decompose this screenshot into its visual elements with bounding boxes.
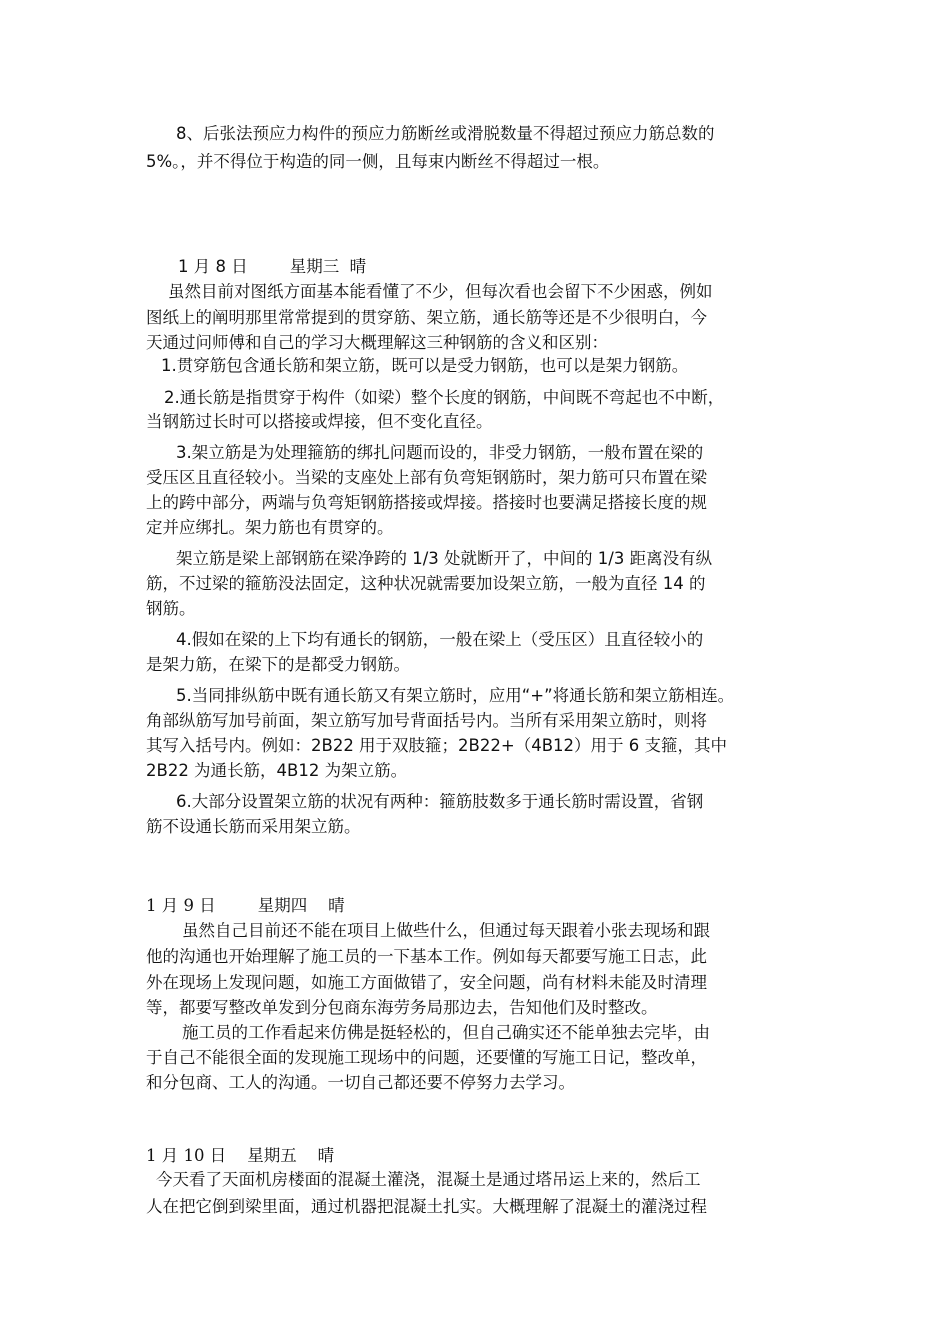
entry-heading-jan9: 1 月 9 日 星期四 晴 bbox=[146, 896, 345, 915]
item6-line-1: 6.大部分设置架立筋的状况有两种：箍筋肢数多于通长筋时需设置，省钢 bbox=[176, 792, 704, 811]
paragraph-item8-line-1: 8、后张法预应力构件的预应力筋断丝或滑脱数量不得超过预应力筋总数的 bbox=[176, 124, 715, 143]
entry-heading-jan10: 1 月 10 日 星期五 晴 bbox=[146, 1146, 335, 1165]
item6-line-2: 筋不设通长筋而采用架立筋。 bbox=[146, 817, 361, 836]
item4-line-1: 4.假如在梁的上下均有通长的钢筋，一般在梁上（受压区）且直径较小的 bbox=[176, 630, 704, 649]
item5-line-2: 角部纵筋写加号前面，架立筋写加号背面括号内。当所有采用架立筋时，则将 bbox=[146, 711, 707, 730]
item2-line-2: 当钢筋过长时可以搭接或焊接，但不变化直径。 bbox=[146, 412, 493, 431]
entry-heading-jan8: 1 月 8 日 星期三 晴 bbox=[178, 257, 367, 276]
jan9-para2-line-3: 和分包商、工人的沟通。一切自己都还要不停努力去学习。 bbox=[146, 1073, 575, 1092]
item5-line-4: 2B22 为通长筋，4B12 为架立筋。 bbox=[146, 761, 408, 780]
item3-line-1: 3.架立筋是为处理箍筋的绑扎问题而设的，非受力钢筋，一般布置在梁的 bbox=[176, 443, 704, 462]
jan9-para1-line-3: 外在现场上发现问题，如施工方面做错了，安全问题，尚有材料未能及时清理 bbox=[146, 973, 707, 992]
item3b-line-3: 钢筋。 bbox=[146, 599, 196, 618]
item3b-line-2: 筋，不过梁的箍筋没法固定，这种状况就需要加设架立筋，一般为直径 14 的 bbox=[146, 574, 706, 593]
jan9-para2-line-1: 施工员的工作看起来仿佛是挺轻松的，但自己确实还不能单独去完毕，由 bbox=[182, 1023, 710, 1042]
jan9-para2-line-2: 于自己不能很全面的发现施工现场中的问题，还要懂的写施工日记，整改单， bbox=[146, 1048, 707, 1067]
intro-line-2: 图纸上的阐明那里常常提到的贯穿筋、架立筋，通长筋等还是不少很明白，今 bbox=[146, 308, 707, 327]
paragraph-item8-line-2: 5%。，并不得位于构造的同一侧，且每束内断丝不得超过一根。 bbox=[146, 152, 610, 171]
jan10-para1-line-1: 今天看了天面机房楼面的混凝土灌浇，混凝土是通过塔吊运上来的，然后工 bbox=[156, 1170, 701, 1189]
intro-line-3: 天通过问师傅和自己的学习大概理解这三种钢筋的含义和区别： bbox=[146, 333, 608, 352]
jan9-para1-line-4: 等，都要写整改单发到分包商东海劳务局那边去，告知他们及时整改。 bbox=[146, 998, 658, 1017]
item5-line-1: 5.当同排纵筋中既有通长筋又有架立筋时，应用“+”将通长筋和架立筋相连。 bbox=[176, 686, 735, 705]
item3-line-4: 定并应绑扎。架力筋也有贯穿的。 bbox=[146, 518, 394, 537]
item2-line-1: 2.通长筋是指贯穿于构件（如梁）整个长度的钢筋，中间既不弯起也不中断， bbox=[164, 388, 725, 407]
item3b-line-1: 架立筋是梁上部钢筋在梁净跨的 1/3 处就断开了，中间的 1/3 距离没有纵 bbox=[176, 549, 713, 568]
intro-line-1: 虽然目前对图纸方面基本能看懂了不少，但每次看也会留下不少困惑，例如 bbox=[168, 282, 713, 301]
item3-line-2: 受压区且直径较小。当梁的支座处上部有负弯矩钢筋时，架力筋可只布置在梁 bbox=[146, 468, 707, 487]
item3-line-3: 上的跨中部分，两端与负弯矩钢筋搭接或焊接。搭接时也要满足搭接长度的规 bbox=[146, 493, 707, 512]
jan9-para1-line-1: 虽然自己目前还不能在项目上做些什么，但通过每天跟着小张去现场和跟 bbox=[182, 921, 710, 940]
jan9-para1-line-2: 他的沟通也开始理解了施工员的一下基本工作。例如每天都要写施工日志，此 bbox=[146, 947, 707, 966]
jan10-para1-line-2: 人在把它倒到梁里面，通过机器把混凝土扎实。大概理解了混凝土的灌浇过程 bbox=[146, 1197, 707, 1216]
item4-line-2: 是架力筋，在梁下的是都受力钢筋。 bbox=[146, 655, 410, 674]
item1-line-1: 1.贯穿筋包含通长筋和架立筋，既可以是受力钢筋，也可以是架力钢筋。 bbox=[161, 356, 689, 375]
item5-line-3: 其写入括号内。例如：2B22 用于双肢箍；2B22+（4B12）用于 6 支箍，其中 bbox=[146, 736, 727, 755]
